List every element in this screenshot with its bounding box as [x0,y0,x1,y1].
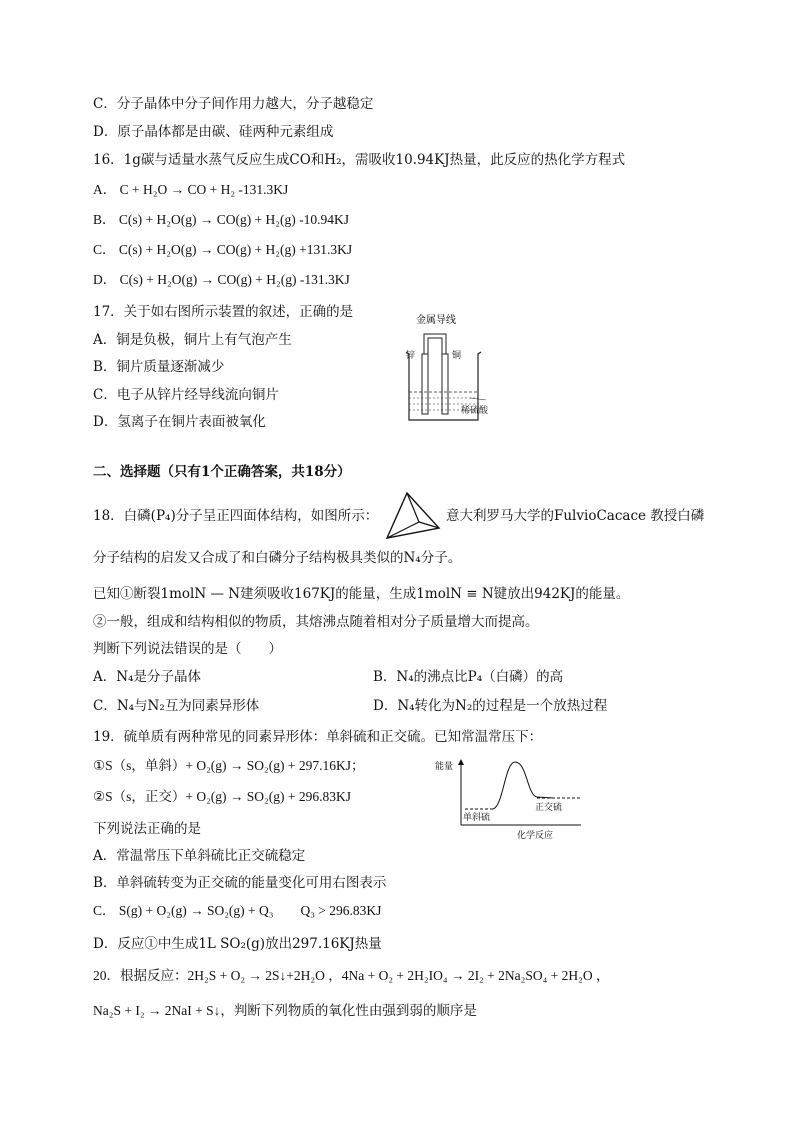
q20-reactions-1: 20．根据反应：2H₂S + O₂ → 2S↓+2H₂O ，4Na + O₂ + 2H₂IO₄ → 2I₂ + 2Na₂SO₄ + 2H₂O ， [93,968,610,983]
q16-option-a: A． C + H₂O → CO + H₂ -131.3KJ [93,182,289,197]
q17-option-d: D．氢离子在铜片表面被氧化 [93,414,266,430]
reaction-axis-label: 化学反应 [517,831,554,841]
q15-option-c: C．分子晶体中分子间作用力越大，分子越稳定 [93,96,374,112]
q19-option-c: C． S(g) + O₂(g) → SO₂(g) + Q₃ Q₃ > 296.83KJ [93,903,382,918]
q18-stem-part3: 分子结构的启发又合成了和白磷分子结构极具类似的N₄分子。 [93,550,462,566]
tetrahedron-diagram [383,490,443,542]
q19-option-d: D．反应①中生成1L SO₂(g)放出297.16KJ热量 [93,936,382,952]
acid-label: 稀硫酸 [461,406,489,416]
q17-option-a: A．铜是负极，铜片上有气泡产生 [93,332,292,348]
q17-option-c: C．电子从锌片经导线流向铜片 [93,387,279,403]
q17-stem: 17．关于如右图所示装置的叙述，正确的是 [93,304,354,320]
q18-question: 判断下列说法错误的是（ ） [93,641,282,657]
q18-given-2: ②一般，组成和结构相似的物质，其熔沸点随着相对分子质量增大而提高。 [93,614,539,630]
q19-stem: 19．硫单质有两种常见的同素异形体：单斜硫和正交硫。已知常温常压下： [93,729,543,745]
q20-reactions-2: Na₂S + I₂ → 2NaI + S↓，判断下列物质的氧化性由强到弱的顺序是 [93,1003,477,1018]
q18-option-a: A．N₄是分子晶体 [93,669,201,685]
zinc-label: 锌 [406,351,416,361]
q18-stem-part2: 意大利罗马大学的FulvioCacace 教授白磷 [446,508,705,524]
q16-option-b: B． C(s) + H₂O(g) → CO(g) + H₂(g) -10.94KJ [93,212,349,227]
q17-option-b: B．铜片质量逐渐减少 [93,359,225,375]
wire-label: 金属导线 [416,315,456,326]
q19-option-b: B．单斜硫转变为正交硫的能量变化可用右图表示 [93,875,387,891]
orthorhombic-label: 正交硫 [535,803,563,813]
energy-axis-label: 能量 [435,762,454,772]
q18-option-c: C．N₄与N₂互为同素异形体 [93,698,260,714]
galvanic-cell-diagram [400,312,490,427]
q18-option-d: D．N₄转化为N₂的过程是一个放热过程 [373,698,608,714]
q18-option-b: B．N₄的沸点比P₄（白磷）的高 [373,669,564,685]
section-2-heading: 二、选择题（只有1个正确答案，共18分） [93,464,351,480]
q18-stem-part1: 18．白磷(P₄)分子呈正四面体结构，如图所示： [93,508,379,524]
energy-diagram [433,757,593,842]
copper-label: 铜 [452,351,462,361]
q18-given-1: 已知①断裂1molN — N建须吸收167KJ的能量，生成1molN ≡ N键放出942KJ的能量。 [93,586,630,602]
q19-question: 下列说法正确的是 [93,821,201,837]
q16-option-d: D． C(s) + H₂O(g) → CO(g) + H₂(g) -131.3KJ [93,272,350,287]
q19-equation-1: ①S（s，单斜）+ O₂(g) → SO₂(g) + 297.16KJ； [93,758,365,773]
q19-equation-2: ②S（s，正交）+ O₂(g) → SO₂(g) + 296.83KJ [93,789,351,804]
q16-option-c: C． C(s) + H₂O(g) → CO(g) + H₂(g) +131.3KJ [93,242,353,257]
q19-option-a: A．常温常压下单斜硫比正交硫稳定 [93,848,306,864]
q15-option-d: D．原子晶体都是由碳、硅两种元素组成 [93,124,334,140]
monoclinic-label: 单斜硫 [463,813,491,823]
q16-stem: 16．1g碳与适量水蒸气反应生成CO和H₂，需吸收10.94KJ热量，此反应的热化学方程式 [93,152,626,168]
